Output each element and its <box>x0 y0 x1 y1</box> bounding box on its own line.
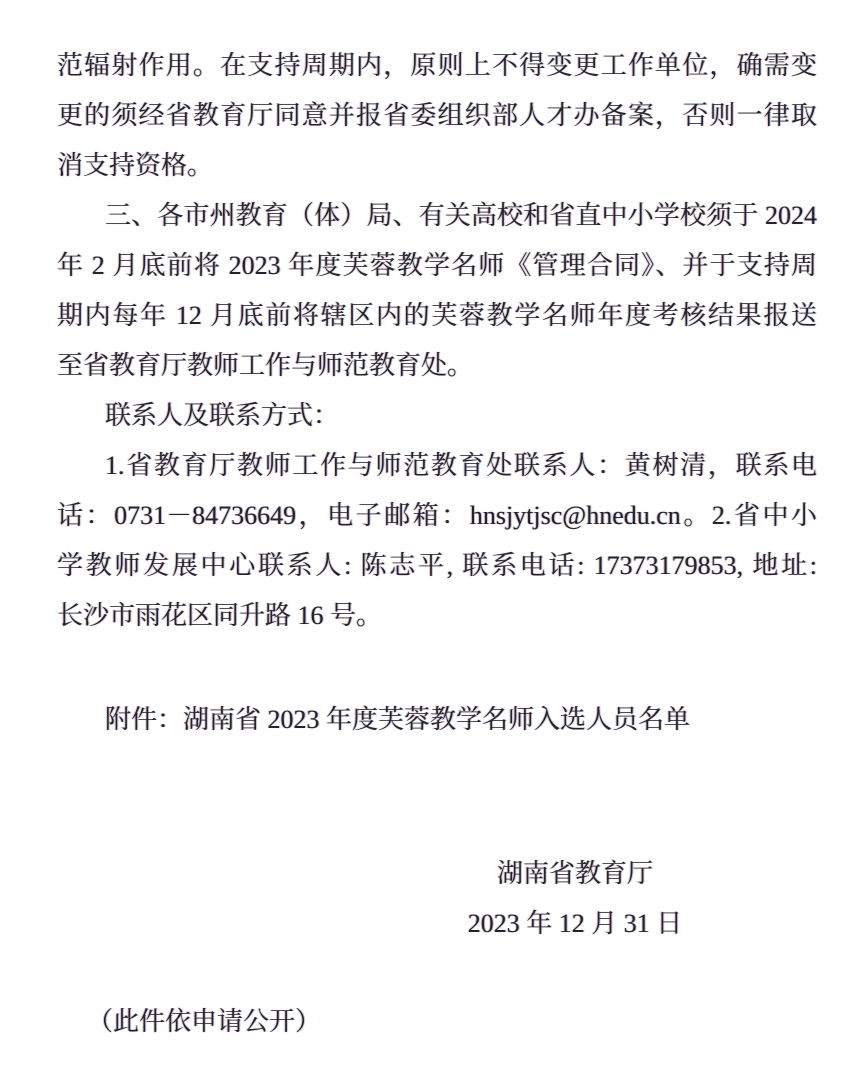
body-line: 至省教育厅教师工作与师范教育处。 <box>57 351 474 380</box>
body-line: 消支持资格。 <box>57 151 214 180</box>
signature-block <box>430 849 720 949</box>
contact-heading-line: 联系人及联系方式： <box>105 401 340 430</box>
contact-line: 1.省教育厅教师工作与师范教育处联系人：黄树清，联系电 <box>105 451 817 480</box>
body-line: 年 2 月底前将 2023 年度芙蓉教学名师《管理合同》、并于支持周 <box>57 251 817 280</box>
signature-date: 2023 年 12 月 31 日 <box>467 909 683 938</box>
disclosure-note: （此件依申请公开） <box>87 1007 322 1036</box>
body-line: 更的须经省教育厅同意并报省委组织部人才办备案，否则一律取 <box>57 101 817 130</box>
signature-organization: 湖南省教育厅 <box>496 859 653 888</box>
body-line: 期内每年 12 月底前将辖区内的芙蓉教学名师年度考核结果报送 <box>57 301 817 330</box>
body-line: 三、各市州教育（体）局、有关高校和省直中小学校须于 2024 <box>105 201 817 230</box>
body-line: 范辐射作用。在支持周期内，原则上不得变更工作单位，确需变 <box>57 51 817 80</box>
contact-line: 长沙市雨花区同升路 16 号。 <box>57 601 383 630</box>
attachment-line: 附件：湖南省 2023 年度芙蓉教学名师入选人员名单 <box>105 705 691 734</box>
contact-line: 话：0731－84736649，电子邮箱：hnsjytjsc@hnedu.cn。2.省中小 <box>57 501 817 530</box>
contact-line: 学教师发展中心联系人: 陈志平, 联系电话: 17373179853, 地址: <box>57 551 817 580</box>
